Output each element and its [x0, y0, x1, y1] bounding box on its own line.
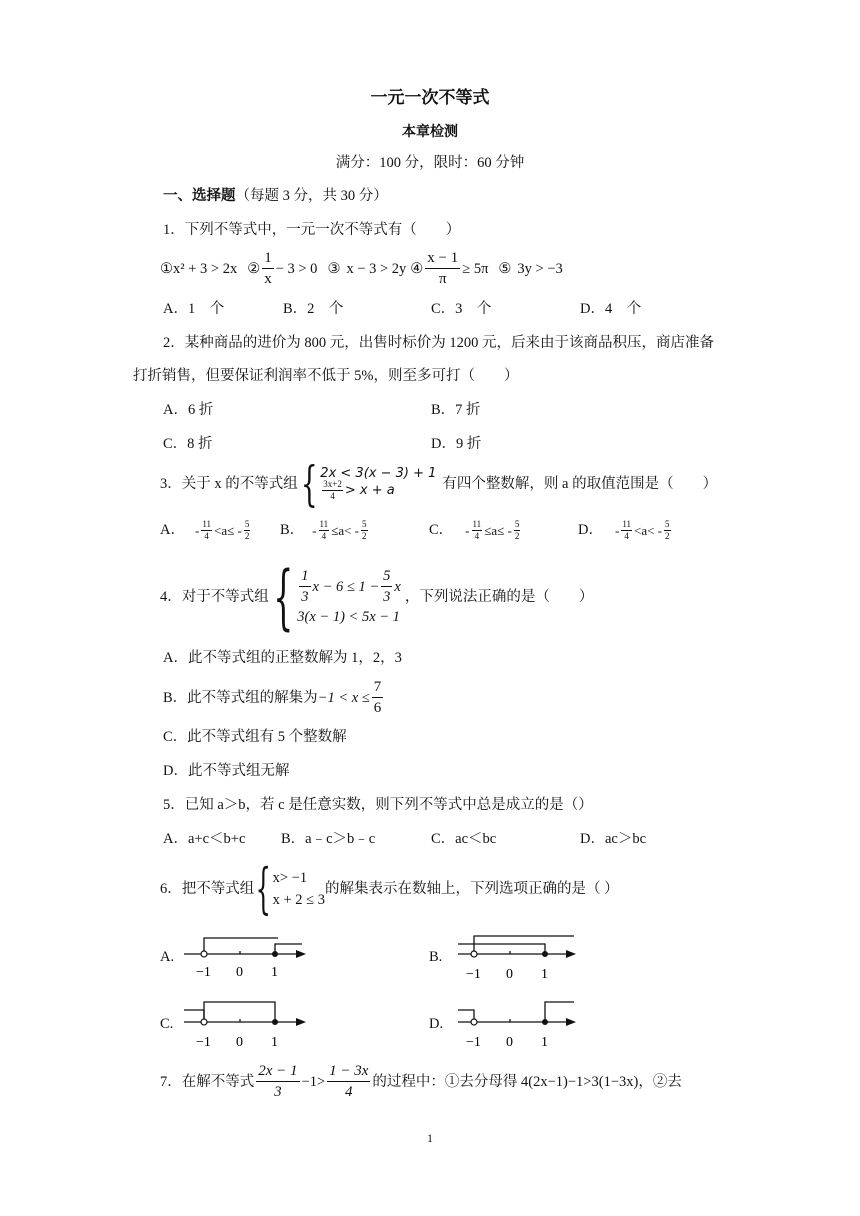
q6b-open-dot	[471, 951, 477, 957]
q4-optB-text: B．此不等式组的解集为	[163, 689, 318, 706]
q6-label-d: D.	[429, 1016, 444, 1032]
q6-numberline-d	[450, 996, 580, 1052]
q2-stem-line1: 2．某种商品的进价为 800 元，出售时标价为 1200 元，后来由于该商品积压，商店准备	[163, 335, 714, 351]
q6-brace: {	[255, 857, 272, 920]
q3-optA-label: A．	[160, 521, 185, 538]
q4-line1-frac2	[381, 569, 392, 604]
q6d-label-1: 1	[541, 1035, 548, 1050]
q3-line2-fraction	[322, 480, 343, 501]
q6-system-line2: x + 2 ≤ 3	[272, 892, 325, 908]
q3-optA-mid: <a≤ -	[214, 522, 242, 538]
q1-expr2-den: x	[264, 271, 272, 287]
q3-optB-n2: 5	[362, 518, 367, 529]
q4-brace: {	[273, 556, 294, 638]
page-subtitle: 本章检测	[402, 124, 458, 140]
q1-expr1: x² + 3 > 2x	[173, 260, 238, 277]
q7-d2: 4	[345, 1084, 353, 1100]
q3-optA-d2: 2	[244, 530, 250, 541]
q7-stem-post: 的过程中：①去分母得 4(2x−1)−1>3(1−3x)，②去	[372, 1073, 682, 1090]
q3-optC-d1: 4	[474, 530, 480, 541]
q2-option-b: B．7 折	[431, 402, 481, 418]
q3-stem-post: 有四个整数解，则 a 的取值范围是（ ）	[442, 475, 718, 492]
q6-stem-post: 的解集表示在数轴上，下列选项正确的是（ ）	[325, 880, 619, 897]
q6d-right-ray	[545, 1002, 574, 1022]
q5-option-d: D．ac＞bc	[580, 831, 647, 847]
q6-system-lines	[273, 871, 325, 908]
q3-optD-d1: 4	[624, 530, 629, 541]
q6-label-b: B.	[429, 949, 443, 965]
q1-expr3-marker: ③	[327, 260, 341, 277]
q6c-arrow	[296, 1018, 306, 1026]
q4-system-line2: 3(x − 1) < 5x − 1	[297, 609, 400, 626]
q3-optA-n2: 5	[244, 518, 250, 529]
q4-option-c: C．此不等式组有 5 个整数解	[163, 729, 347, 745]
q2-option-c: C．8 折	[163, 436, 213, 452]
q1-option-c: C．3 个	[431, 301, 492, 317]
q6b-label-1: 1	[541, 967, 548, 982]
q1-expr2-num: 1	[262, 251, 274, 269]
q3-optC-frac1	[472, 520, 483, 541]
q6-system-line1: x> −1	[272, 869, 308, 886]
q4-system-line1	[297, 569, 401, 604]
q3-system-line1: 2x < 3(x − 3) + 1	[320, 466, 437, 481]
q4-option-d: D．此不等式组无解	[163, 763, 290, 779]
q3-optB-d2: 2	[362, 530, 367, 541]
q3-system-lines	[320, 467, 436, 501]
q7-stem	[160, 1060, 682, 1104]
q3-stem-pre: 3．关于 x 的不等式组	[160, 475, 298, 492]
q1-expr4-rest: ≥ 5π	[462, 260, 489, 277]
page-number: 1	[427, 1131, 433, 1145]
q3-optB-sign: -	[312, 522, 317, 538]
q5-option-a: A．a+c＜b+c	[163, 831, 246, 847]
q4-stem-post: ，下列说法正确的是（ ）	[404, 588, 594, 605]
q3-option-b	[280, 516, 370, 544]
q4-option-a: A．此不等式组的正整数解为 1，2，3	[163, 650, 402, 666]
q6d-arrow	[566, 1018, 576, 1026]
q7-fraction1	[256, 1064, 299, 1100]
q3-optD-sign: -	[614, 522, 620, 538]
q2-option-d: D．9 折	[431, 436, 482, 452]
q3-optA-d1: 4	[204, 530, 209, 541]
q4-stem	[160, 556, 594, 638]
q3-brace: {	[300, 456, 318, 512]
q7-fraction2	[327, 1064, 370, 1100]
q6-stem	[160, 857, 619, 920]
q3-optA-sign: -	[194, 522, 200, 538]
q4-line1-frac1	[299, 569, 310, 604]
q1-expr2-rest: − 3 > 0	[275, 260, 318, 277]
q3-system	[298, 456, 437, 512]
q7-n2: 1 − 3x	[327, 1064, 370, 1082]
q6a-label-0: 0	[236, 965, 243, 980]
q2-option-a: A．6 折	[163, 402, 214, 418]
q6-numberline-b	[450, 930, 580, 982]
q4-line1-end: x	[394, 578, 401, 595]
q3-optD-mid: <a< -	[634, 522, 663, 538]
q6b-label-0: 0	[506, 967, 513, 982]
q1-expr1-marker: ①	[160, 260, 173, 277]
q6d-label-neg1: −1	[466, 1035, 481, 1050]
q6b-closed-dot	[542, 951, 548, 957]
q6a-label-neg1: −1	[196, 965, 211, 980]
q6a-closed-dot	[272, 951, 278, 957]
q3-system-line2	[320, 480, 436, 501]
q3-option-a	[160, 516, 252, 544]
q3-optC-sign: -	[465, 522, 470, 538]
q1-stem: 1．下列不等式中，一元一次不等式有（ ）	[163, 222, 461, 238]
q3-optD-n1: 11	[622, 518, 631, 529]
q1-expr2-fraction	[262, 251, 274, 287]
section-header	[163, 189, 388, 204]
exam-meta: 满分：100 分，限时：60 分钟	[335, 155, 525, 171]
q6d-label-0: 0	[506, 1035, 513, 1050]
q3-optD-n2: 5	[665, 518, 670, 529]
q4-optB-math: −1 < x ≤	[317, 689, 370, 706]
q6-numberline-a	[180, 930, 310, 982]
q1-expr5-marker: ⑤	[498, 260, 512, 277]
q4-optB-num: 7	[372, 680, 384, 698]
q3-optB-frac1	[319, 520, 330, 541]
q1-option-d: D．4 个	[580, 301, 642, 317]
q6c-label-1: 1	[271, 1035, 278, 1050]
q7-stem-pre: 7．在解不等式	[160, 1073, 255, 1090]
q1-expr3: x − 3 > 2y	[346, 260, 407, 277]
q6a-left-bracket	[204, 938, 278, 954]
section-note: （每题 3 分，共 30 分）	[235, 188, 388, 204]
q4-l1-n1: 1	[299, 569, 310, 587]
q3-optB-n1: 11	[319, 518, 329, 529]
q6c-closed-dot	[272, 1019, 278, 1025]
section-title: 一、选择题	[163, 188, 236, 204]
q6-numberline-c	[180, 996, 310, 1052]
q3-line2-den: 4	[330, 491, 335, 501]
q3-optC-mid: ≤a≤ -	[484, 522, 512, 538]
q1-expr4-den: π	[438, 271, 447, 287]
q2-stem-line2: 打折销售，但要保证利润率不低于 5%，则至多可打（ ）	[133, 368, 519, 384]
q3-optD-d2: 2	[665, 530, 670, 541]
q4-l1-d2: 3	[383, 588, 391, 605]
q6c-open-dot	[201, 1019, 207, 1025]
page-title: 一元一次不等式	[370, 88, 490, 108]
q6b-right-bracket	[474, 936, 574, 954]
q3-optC-label: C．	[429, 521, 454, 538]
q4-stem-pre: 4．对于不等式组	[160, 588, 269, 605]
q6b-arrow	[566, 950, 576, 958]
q3-optA-frac2	[244, 520, 251, 541]
q4-system	[269, 556, 401, 638]
q1-expressions	[160, 248, 563, 290]
q5-option-b: B．a﹣c＞b﹣c	[281, 831, 376, 847]
q6c-label-neg1: −1	[196, 1035, 211, 1050]
q1-option-b: B．2 个	[283, 301, 344, 317]
q7-n1: 2x − 1	[256, 1064, 299, 1082]
q4-l1-n2: 5	[381, 569, 392, 587]
q1-expr5: 3y > −3	[517, 260, 563, 277]
q3-optD-frac2	[664, 520, 671, 541]
q6a-arrow	[296, 950, 306, 958]
q4-option-b	[163, 678, 385, 718]
q1-option-a: A．1 个	[163, 301, 225, 317]
q3-optB-frac2	[361, 520, 368, 541]
q6d-closed-dot	[542, 1019, 548, 1025]
q1-expr4-fraction	[425, 251, 460, 287]
q6b-label-neg1: −1	[466, 967, 481, 982]
q1-expr2-marker: ②	[247, 260, 261, 277]
q4-optB-fraction	[372, 680, 384, 716]
q3-optA-frac1	[201, 520, 212, 541]
q6-label-a: A.	[160, 949, 175, 965]
q3-option-c	[429, 516, 522, 544]
q3-option-d	[578, 516, 673, 544]
q3-optB-mid: ≤a< -	[331, 522, 360, 538]
q7-d1: 3	[274, 1084, 282, 1100]
q1-expr4-num: x − 1	[425, 251, 460, 269]
q3-optB-d1: 4	[321, 530, 327, 541]
q3-optB-label: B．	[280, 521, 305, 538]
q3-line2-rest: > x + a	[344, 483, 395, 498]
q7-mid: −1>	[301, 1073, 326, 1090]
q3-optC-n1: 11	[472, 518, 482, 529]
q4-optB-den: 6	[373, 700, 382, 716]
q6d-open-dot	[471, 1019, 477, 1025]
q3-optD-frac1	[621, 520, 632, 541]
q3-line2-num: 3x+2	[323, 479, 342, 489]
q5-stem: 5．已知 a＞b，若 c 是任意实数，则下列不等式中总是成立的是（）	[163, 797, 593, 813]
q6-stem-pre: 6．把不等式组	[160, 880, 255, 897]
q6a-label-1: 1	[271, 965, 278, 980]
q4-l1-d1: 3	[301, 588, 309, 605]
q6-system	[254, 857, 325, 920]
q3-optC-d2: 2	[514, 530, 520, 541]
q3-stem	[160, 458, 717, 510]
q3-optD-label: D．	[578, 521, 603, 538]
q6a-open-dot	[201, 951, 207, 957]
q5-option-c: C．ac＜bc	[431, 831, 497, 847]
q6c-label-0: 0	[236, 1035, 243, 1050]
q4-system-lines	[297, 569, 401, 625]
q4-line1-mid: x − 6 ≤ 1 −	[312, 578, 380, 595]
q6-label-c: C.	[160, 1016, 174, 1032]
q1-expr4-marker: ④	[410, 260, 424, 277]
q3-optC-frac2	[514, 520, 521, 541]
q3-optA-n1: 11	[202, 518, 211, 529]
q3-optC-n2: 5	[514, 518, 520, 529]
